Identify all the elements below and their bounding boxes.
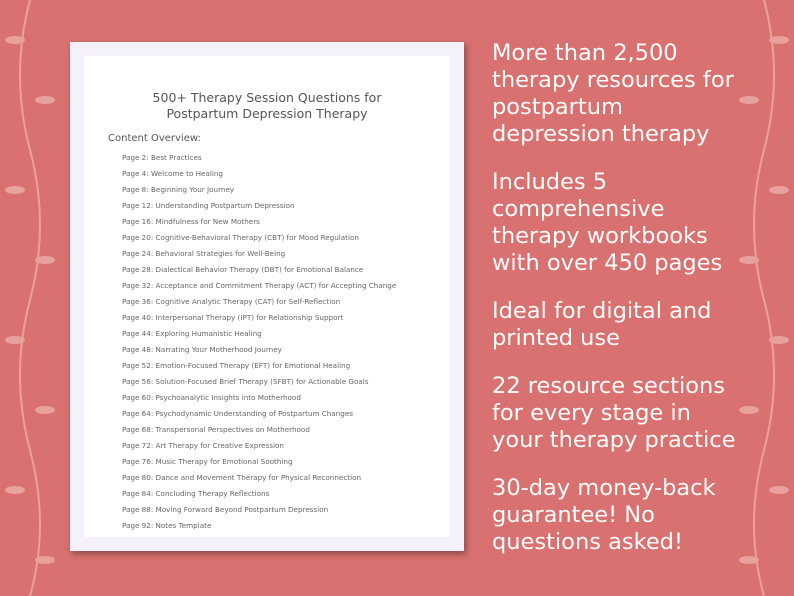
toc-item: Page 16: Mindfulness for New Mothers <box>122 217 260 226</box>
feature-text: Includes 5 comprehensive therapy workbooks with over 450 pages <box>492 169 723 276</box>
floral-vine-left <box>0 0 60 596</box>
document-page <box>84 56 450 537</box>
toc-item: Page 24: Behavioral Strategies for Well-Being <box>122 249 286 258</box>
toc-item: Page 20: Cognitive-Behavioral Therapy (CBT) for Mood Regulation <box>122 233 359 242</box>
feature-list <box>492 40 742 577</box>
toc-item: Page 32: Acceptance and Commitment Therapy (ACT) for Accepting Change <box>122 281 397 290</box>
toc-item: Page 60: Psychoanalytic Insights into Motherhood <box>122 393 301 402</box>
feature-text: Ideal for digital and printed use <box>492 298 712 351</box>
toc-item: Page 48: Narrating Your Motherhood Journey <box>122 345 282 354</box>
toc-item: Page 80: Dance and Movement Therapy for Physical Reconnection <box>122 473 362 482</box>
table-of-contents <box>122 153 396 537</box>
toc-item: Page 92: Notes Template <box>122 521 212 530</box>
toc-item: Page 28: Dialectical Behavior Therapy (DBT) for Emotional Balance <box>122 265 364 274</box>
toc-item: Page 4: Welcome to Healing <box>122 169 223 178</box>
floral-vine-right <box>734 0 794 596</box>
toc-item: Page 84: Concluding Therapy Reflections <box>122 489 270 498</box>
document-title <box>84 90 450 122</box>
toc-item: Page 2: Best Practices <box>122 153 202 162</box>
title-line-1: 500+ Therapy Session Questions for <box>152 90 382 105</box>
toc-item: Page 8: Beginning Your Journey <box>122 185 235 194</box>
toc-item: Page 12: Understanding Postpartum Depression <box>122 201 295 210</box>
document-preview <box>70 42 464 551</box>
toc-item: Page 44: Exploring Humanistic Healing <box>122 329 262 338</box>
toc-item: Page 36: Cognitive Analytic Therapy (CAT) for Self-Reflection <box>122 297 341 306</box>
content-overview-label: Content Overview: <box>108 133 201 144</box>
toc-item: Page 56: Solution-Focused Brief Therapy (SFBT) for Actionable Goals <box>122 377 369 386</box>
title-line-2: Postpartum Depression Therapy <box>166 106 368 121</box>
feature-text: 22 resource sections for every stage in your therapy practice <box>492 373 736 453</box>
toc-item: Page 72: Art Therapy for Creative Expression <box>122 441 284 450</box>
toc-item: Page 76: Music Therapy for Emotional Soothing <box>122 457 293 466</box>
feature-text: More than 2,500 therapy resources for postpartum depression therapy <box>492 40 734 147</box>
feature-text: 30-day money-back guarantee! No questions asked! <box>492 475 716 555</box>
toc-item: Page 68: Transpersonal Perspectives on Motherhood <box>122 425 310 434</box>
toc-item: Page 52: Emotion-Focused Therapy (EFT) for Emotional Healing <box>122 361 351 370</box>
toc-item: Page 88: Moving Forward Beyond Postpartum Depression <box>122 505 329 514</box>
toc-item: Page 40: Interpersonal Therapy (IPT) for Relationship Support <box>122 313 344 322</box>
toc-item: Page 64: Psychodynamic Understanding of Postpartum Changes <box>122 409 353 418</box>
